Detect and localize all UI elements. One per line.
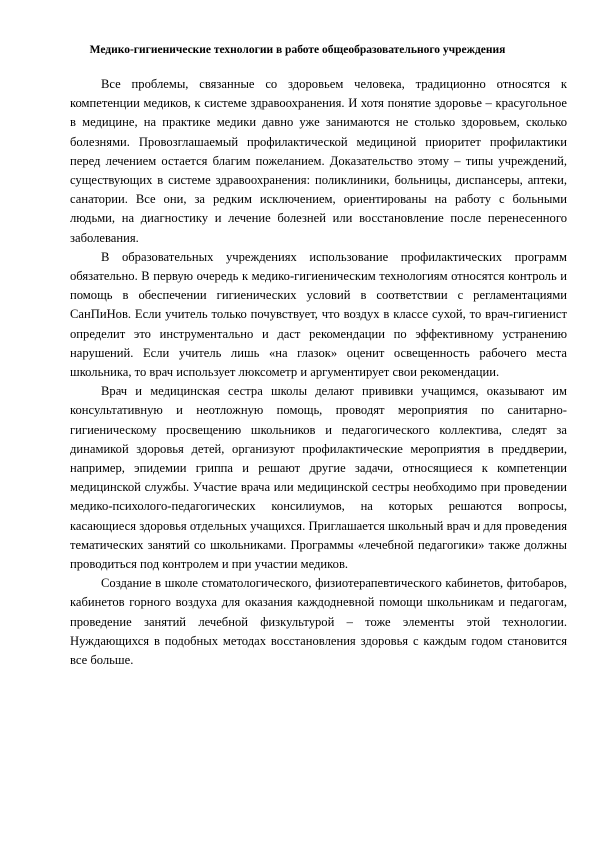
paragraph-school-medical-staff: Врач и медицинская сестра школы делают прививки учащимся, оказывают им консультативную и неотложную помощь, проводят мероприятия по санитарно-гигиеническому просвещению школьников и педагогического коллектива, следят за динамикой здоровья детей, организуют профилактические мероприятия в преддверии, например, эпидемии гриппа и решают другие задачи, относящиеся к компетенции медицинской службы. Участие врача или медицинской сестры необходимо при проведении медико-психолого-педагогических консилиумов, на которых решаются вопросы, касающиеся здоровья отдельных учащихся. Приглашается школьный врач и для проведения тематических занятий со школьниками. Программы «лечебной педагогики» также должны проводиться под контролем и при участии медиков. [70, 384, 567, 572]
paragraph-school-medical-rooms: Создание в школе стоматологического, физиотерапевтического кабинетов, фитобаров, кабинетов горного воздуха для оказания каждодневной помощи школьникам и педагогам, проведение занятий лечебной физкультурой – тоже элементы этой технологии. Нуждающихся в подобных методах восстановления здоровья с каждым годом становится все больше. [70, 576, 567, 668]
paragraph-health-problems: Все проблемы, связанные со здоровьем человека, традиционно относятся к компетенции медиков, к системе здравоохранения. И хотя понятие здоровье – красугольное в медицине, на практике медики давно уже занимаются не столько здоровьем, сколько болезнями. Провозглашаемый профилактической медициной приоритет профилактики перед лечением остается благим пожеланием. Доказательство этому – типы учреждений, существующих в системе здравоохранения: поликлиники, больницы, диспансеры, аптеки, санатории. Все они, за редким исключением, ориентированы на работу с больными людьми, на диагностику и лечение болезней или восстановление после перенесенного заболевания. [70, 77, 567, 245]
paragraph-prevention-programs: В образовательных учреждениях использование профилактических программ обязательно. В первую очередь к медико-гигиеническим технологиям относятся контроль и помощь в обеспечении гигиенических условий в соответствии с регламентациями СанПиНов. Если учитель только почувствует, что воздух в классе сухой, то врач-гигиенист определит это инструментально и даст рекомендации по эффективному устранению нарушений. Если учитель лишь «на глазок» оценит освещенность рабочего места школьника, то врач использует люксометр и аргументирует свои рекомендации. [70, 249, 567, 380]
document-body [70, 75, 567, 670]
document-title: Медико-гигиенические технологии в работе общеобразовательного учреждения [89, 44, 506, 56]
